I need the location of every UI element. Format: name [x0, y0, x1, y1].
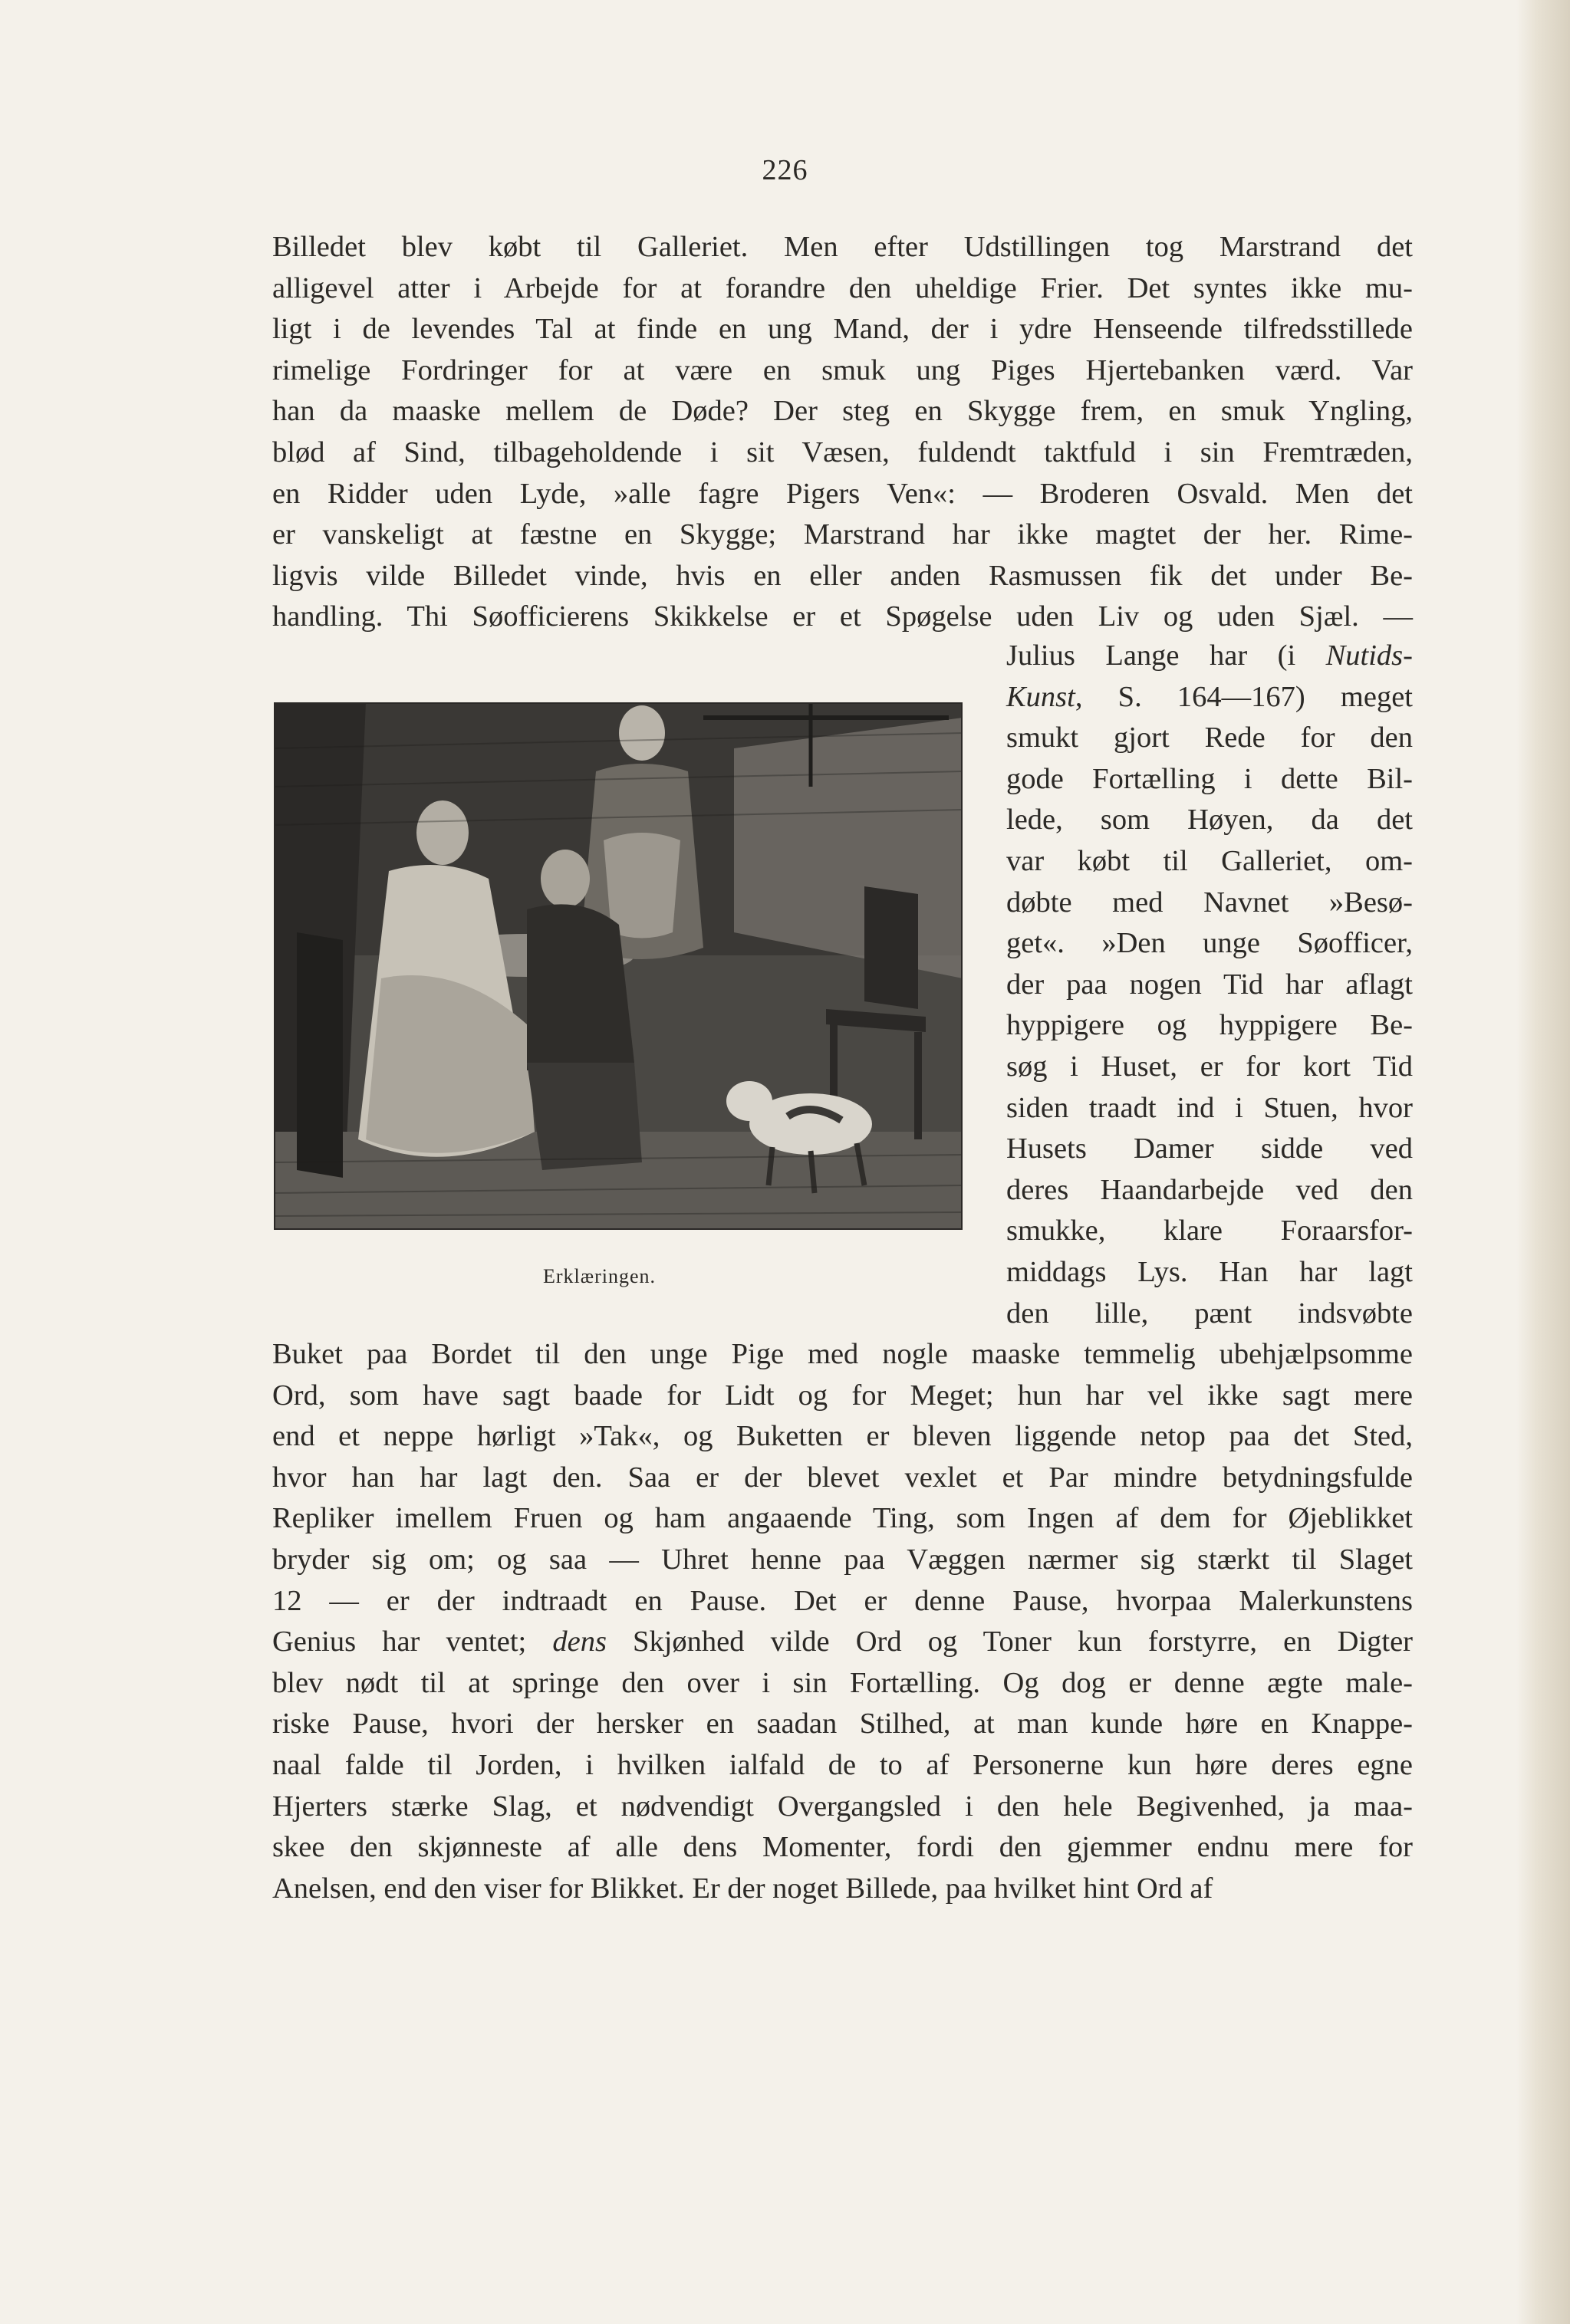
text-line: [272, 1704, 1413, 1745]
text-run: hvor han har lagt den. Saa er der blevet vexlet et Par mindre betydningsfulde: [272, 1461, 1413, 1494]
text-line: [1006, 718, 1413, 759]
text-run: Anelsen, end den viser for Blikket. Er der noget Billede, paa hvilket hint Ord af: [272, 1872, 1213, 1905]
text-run: var købt til Galleriet, om-: [1006, 844, 1413, 877]
top-paragraph: [272, 227, 1413, 638]
text-run: Ord, som have sagt baade for Lidt og for Meget; hun har vel ikke sagt mere: [272, 1379, 1413, 1412]
text-line: [272, 1334, 1413, 1376]
text-run: smukke, klare Foraarsfor-: [1006, 1215, 1413, 1247]
text-line: [272, 391, 1413, 432]
text-line: [1006, 677, 1413, 718]
text-run: skee den skjønneste af alle dens Momenter, fordi den gjemmer endnu mere for: [272, 1831, 1413, 1864]
text-run: Repliker imellem Fruen og ham angaaende Ting, som Ingen af dem for Øjeblikket: [272, 1502, 1413, 1535]
text-run: , S. 164—167) meget: [1075, 680, 1413, 713]
text-line: [1006, 1170, 1413, 1211]
text-line: [272, 1787, 1413, 1828]
text-line: [272, 1416, 1413, 1458]
text-run: den lille, pænt indsvøbte: [1006, 1297, 1413, 1330]
text-line-content: blød af Sind, tilbageholdende i sit Væsen, fuldendt taktfuld i sin Fremtræden,: [272, 436, 1413, 468]
text-run: end et neppe hørligt »Tak«, og Buketten er bleven liggende netop paa det Sted,: [272, 1420, 1413, 1453]
text-line: [272, 1827, 1413, 1869]
text-line: [272, 474, 1413, 515]
text-line-content: handling. Thi Søofficierens Skikkelse er et Spøgelse uden Liv og uden Sjæl. —: [272, 600, 1413, 633]
text-line: [1006, 759, 1413, 800]
text-line: [272, 1498, 1413, 1540]
text-run: Husets Damer sidde ved: [1006, 1132, 1413, 1165]
text-line-content: en Ridder uden Lyde, »alle fagre Pigers Ven«: — Broderen Osvald. Men det: [272, 477, 1413, 510]
italic-text: Kunst: [1006, 680, 1075, 713]
text-line: [272, 350, 1413, 392]
text-line-content: han da maaske mellem de Døde? Der steg en Skygge frem, en smuk Yngling,: [272, 395, 1413, 428]
text-run: Julius Lange har (i: [1006, 639, 1326, 672]
text-run: døbte med Navnet »Besø-: [1006, 886, 1413, 919]
text-run: siden traadt ind i Stuen, hvor: [1006, 1091, 1413, 1124]
illustration-erklaeringen: [274, 702, 963, 1230]
text-line-content: alligevel atter i Arbejde for at forandre den uheldige Frier. Det syntes ikke mu-: [272, 271, 1413, 304]
text-line: [272, 1745, 1413, 1787]
text-line: [272, 268, 1413, 310]
figure-caption: Erklæringen.: [543, 1265, 657, 1287]
text-line: [1006, 1088, 1413, 1129]
text-run: smukt gjort Rede for den: [1006, 722, 1413, 754]
text-line: [272, 556, 1413, 597]
page-binding-shadow: [1516, 0, 1570, 2324]
text-run: hyppigere og hyppigere Be-: [1006, 1009, 1413, 1042]
text-run: Skjønhed vilde Ord og Toner kun forstyrre, en Digter: [606, 1625, 1413, 1658]
text-run: der paa nogen Tid har aflagt: [1006, 968, 1413, 1001]
text-line: [1006, 1252, 1413, 1293]
text-line: [272, 1458, 1413, 1499]
text-line: [1006, 841, 1413, 883]
text-run: Genius har ventet;: [272, 1625, 553, 1658]
text-line: [1006, 1211, 1413, 1252]
text-line: [272, 514, 1413, 556]
text-line: [272, 1376, 1413, 1417]
text-line: [272, 1869, 1413, 1910]
side-paragraph: [1006, 636, 1413, 1334]
page-number: 226: [762, 154, 808, 186]
text-run: Buket paa Bordet til den unge Pige med nogle maaske temmelig ubehjælpsomme: [272, 1338, 1413, 1370]
text-line: [272, 309, 1413, 350]
text-run: lede, som Høyen, da det: [1006, 804, 1413, 837]
text-run: get«. »Den unge Søofficer,: [1006, 927, 1413, 960]
text-run: naal falde til Jorden, i hvilken ialfald de to af Personerne kun høre deres egne: [272, 1748, 1413, 1781]
text-line-content: ligt i de levendes Tal at finde en ung Mand, der i ydre Henseende tilfredsstillede: [272, 313, 1413, 346]
illustration-drawing: [274, 702, 963, 1230]
text-run: blev nødt til at springe den over i sin Fortælling. Og dog er denne ægte male-: [272, 1666, 1413, 1699]
italic-text: dens: [552, 1625, 607, 1658]
text-line: [1006, 923, 1413, 965]
text-line: [272, 1540, 1413, 1581]
text-line: [272, 1663, 1413, 1704]
text-line: [272, 597, 1413, 638]
text-run: middags Lys. Han har lagt: [1006, 1255, 1413, 1288]
text-run: 12 — er der indtraadt en Pause. Det er denne Pause, hvorpaa Malerkunstens: [272, 1584, 1413, 1617]
text-line: [272, 227, 1413, 268]
text-line: [1006, 636, 1413, 677]
text-line: [1006, 1047, 1413, 1088]
text-run: riske Pause, hvori der hersker en saadan Stilhed, at man kunde høre en Knappe-: [272, 1708, 1413, 1741]
text-line-content: rimelige Fordringer for at være en smuk ung Piges Hjertebanken værd. Var: [272, 353, 1413, 386]
text-run: gode Fortælling i dette Bil-: [1006, 762, 1413, 795]
text-line: [1006, 1005, 1413, 1047]
text-run: bryder sig om; og saa — Uhret henne paa Væggen nærmer sig stærkt til Slaget: [272, 1543, 1413, 1576]
text-line: [272, 1581, 1413, 1622]
italic-text: Nutids-: [1325, 639, 1413, 672]
bottom-paragraph: [272, 1334, 1413, 1909]
text-line: [1006, 883, 1413, 924]
text-run: deres Haandarbejde ved den: [1006, 1173, 1413, 1206]
text-line-content: Billedet blev købt til Galleriet. Men efter Udstillingen tog Marstrand det: [272, 231, 1413, 263]
text-run: søg i Huset, er for kort Tid: [1006, 1050, 1413, 1083]
text-line-content: er vanskeligt at fæstne en Skygge; Marstrand har ikke magtet der her. Rime-: [272, 518, 1413, 551]
text-line: [272, 1622, 1413, 1663]
text-line: [272, 432, 1413, 474]
text-line-content: ligvis vilde Billedet vinde, hvis en eller anden Rasmussen fik det under Be-: [272, 559, 1413, 592]
text-line: [1006, 965, 1413, 1006]
text-run: Hjerters stærke Slag, et nødvendigt Overgangsled i den hele Begivenhed, ja maa-: [272, 1790, 1413, 1823]
text-line: [1006, 1129, 1413, 1170]
text-line: [1006, 1293, 1413, 1335]
text-line: [1006, 800, 1413, 841]
